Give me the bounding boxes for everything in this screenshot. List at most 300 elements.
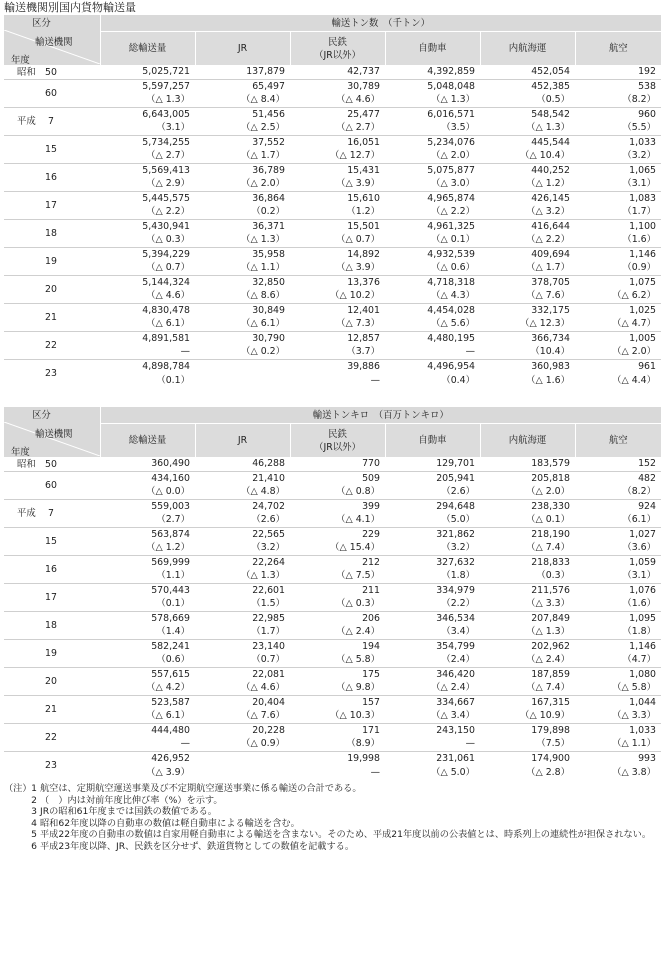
corner-kubun-label: 区分 <box>32 18 51 29</box>
value-cell: 205,941 <box>385 471 480 485</box>
corner-kikan-label: 輸送機関 <box>35 37 73 48</box>
value-cell: 179,898 <box>480 723 575 737</box>
value-cell: 482 <box>575 471 661 485</box>
value-cell: 167,315 <box>480 695 575 709</box>
value-cell: 5,025,721 <box>142 66 190 78</box>
pct-cell: （10.4） <box>530 346 570 358</box>
value-cell: 1,025 <box>575 303 661 317</box>
value-cell: 12,401 <box>290 303 385 317</box>
pct-cell: （△ 4.6） <box>336 94 380 106</box>
pct-row <box>4 681 661 695</box>
value-cell: 37,552 <box>195 135 290 149</box>
value-cell: 238,330 <box>480 499 575 513</box>
pct-cell: （△ 10.4） <box>520 150 570 162</box>
pct-cell: （△ 0.1） <box>526 514 570 526</box>
year-cell <box>4 303 100 331</box>
note-number: 5 <box>31 829 37 841</box>
pct-row <box>4 345 661 359</box>
table-row <box>4 79 661 93</box>
value-cell: 187,859 <box>480 667 575 681</box>
year-label: 22 <box>45 731 57 743</box>
value-cell: 1,005 <box>575 331 661 345</box>
pct-cell: （△ 5.8） <box>336 654 380 666</box>
value-cell: 36,864 <box>195 191 290 205</box>
year-label: 23 <box>45 759 57 771</box>
value-cell: 1,033 <box>575 135 661 149</box>
value-cell: 416,644 <box>480 219 575 233</box>
year-cell <box>4 247 100 275</box>
pct-cell: （3.2） <box>441 542 475 554</box>
year-label: 17 <box>45 199 57 211</box>
pct-cell: （5.5） <box>622 122 656 134</box>
value-cell: 4,496,954 <box>385 359 480 373</box>
pct-cell: （3.1） <box>622 570 656 582</box>
pct-cell: （3.2） <box>251 542 285 554</box>
value-cell: 23,140 <box>195 639 290 653</box>
pct-row <box>4 653 661 667</box>
note-item <box>4 818 661 830</box>
note-text: （ ）内は対前年度比伸び率（%）を示す。 <box>40 794 223 806</box>
column-header: 自動車 <box>385 32 480 65</box>
pct-cell: （8.2） <box>622 486 656 498</box>
pct-cell: （3.1） <box>156 122 190 134</box>
era-label: 昭和 <box>17 458 36 470</box>
pct-row <box>4 625 661 639</box>
pct-cell: — <box>180 738 190 750</box>
pct-cell: （1.7） <box>251 626 285 638</box>
value-cell: 4,932,539 <box>385 247 480 261</box>
value-cell: 30,790 <box>195 331 290 345</box>
pct-cell: （△ 6.1） <box>146 318 190 330</box>
pct-cell: （3.7） <box>346 346 380 358</box>
value-cell: 65,497 <box>195 79 290 93</box>
value-cell <box>195 359 290 373</box>
value-cell: 194 <box>290 639 385 653</box>
pct-cell: （△ 4.6） <box>241 682 285 694</box>
column-header: JR <box>195 32 290 65</box>
year-label: 19 <box>45 255 57 267</box>
value-cell: 4,830,478 <box>100 303 195 317</box>
pct-cell: （0.1） <box>156 374 190 386</box>
value-cell: 294,648 <box>385 499 480 513</box>
value-cell: 582,241 <box>100 639 195 653</box>
value-cell: 5,597,257 <box>100 79 195 93</box>
era-label: 昭和 <box>17 66 36 78</box>
value-cell: 1,100 <box>575 219 661 233</box>
pct-cell: （0.1） <box>156 598 190 610</box>
value-cell: 346,420 <box>385 667 480 681</box>
year-label: 7 <box>48 507 54 519</box>
year-label: 22 <box>45 339 57 351</box>
pct-cell: （0.5） <box>536 94 570 106</box>
value-cell: 5,569,413 <box>100 163 195 177</box>
pct-cell: （△ 0.0） <box>146 486 190 498</box>
value-cell: 42,737 <box>347 66 380 78</box>
value-cell: 563,874 <box>100 527 195 541</box>
value-cell: 39,886 <box>290 359 385 373</box>
value-cell: 212 <box>290 555 385 569</box>
table-row <box>4 303 661 317</box>
value-cell: 569,999 <box>100 555 195 569</box>
pct-cell: （1.2） <box>346 206 380 218</box>
pct-cell: （△ 2.9） <box>146 178 190 190</box>
pct-cell: （1.8） <box>622 626 656 638</box>
pct-cell: （1.7） <box>622 206 656 218</box>
table-row <box>4 611 661 625</box>
value-cell: 20,404 <box>195 695 290 709</box>
value-cell: 4,965,874 <box>385 191 480 205</box>
pct-cell: （△ 3.3） <box>526 598 570 610</box>
pct-cell: （△ 15.4） <box>330 542 380 554</box>
pct-cell: （△ 4.3） <box>431 290 475 302</box>
year-cell <box>4 65 100 79</box>
pct-cell: （6.1） <box>622 514 656 526</box>
year-cell <box>4 723 100 751</box>
pct-cell: （0.4） <box>441 374 475 386</box>
value-cell: 19,998 <box>290 751 385 765</box>
table-row <box>4 219 661 233</box>
pct-cell: （△ 4.1） <box>336 514 380 526</box>
pct-row <box>4 93 661 107</box>
year-cell <box>4 457 100 471</box>
value-cell: 4,718,318 <box>385 275 480 289</box>
era-label: 平成 <box>17 115 36 127</box>
pct-cell: （△ 2.4） <box>336 626 380 638</box>
value-cell: 22,081 <box>195 667 290 681</box>
column-header: JR <box>195 424 290 457</box>
pct-cell: （△ 4.2） <box>146 682 190 694</box>
pct-cell: — <box>180 346 190 358</box>
value-cell: 5,234,076 <box>385 135 480 149</box>
value-cell: 4,898,784 <box>100 359 195 373</box>
value-cell: 152 <box>638 458 656 470</box>
pct-cell: （△ 3.4） <box>431 710 475 722</box>
column-header: 内航海運 <box>480 424 575 457</box>
pct-cell: （0.2） <box>251 206 285 218</box>
notes-label: （注） <box>4 783 32 794</box>
year-cell <box>4 331 100 359</box>
pct-row <box>4 541 661 555</box>
pct-cell: （△ 3.0） <box>431 178 475 190</box>
column-header: 総輸送量 <box>100 424 195 457</box>
pct-cell: （7.5） <box>536 738 570 750</box>
value-cell: 51,456 <box>195 107 290 121</box>
pct-cell: （2.6） <box>251 514 285 526</box>
header-corner <box>4 407 100 457</box>
pct-cell: （1.4） <box>156 626 190 638</box>
year-cell <box>4 583 100 611</box>
value-cell: 409,694 <box>480 247 575 261</box>
pct-cell: （△ 1.3） <box>241 234 285 246</box>
pct-cell: （△ 8.6） <box>241 290 285 302</box>
note-number: 1 <box>31 783 37 794</box>
value-cell: 509 <box>290 471 385 485</box>
value-cell: 1,075 <box>575 275 661 289</box>
pct-cell: （△ 3.2） <box>526 206 570 218</box>
value-cell: 207,849 <box>480 611 575 625</box>
value-cell: 578,669 <box>100 611 195 625</box>
value-cell: 171 <box>290 723 385 737</box>
value-cell: 557,615 <box>100 667 195 681</box>
year-label: 50 <box>45 458 57 470</box>
value-cell: 211,576 <box>480 583 575 597</box>
value-cell: 444,480 <box>100 723 195 737</box>
pct-cell: （△ 7.5） <box>336 570 380 582</box>
corner-nendo-label: 年度 <box>11 447 30 458</box>
pct-cell: （△ 3.9） <box>336 262 380 274</box>
year-cell <box>4 163 100 191</box>
value-cell: 4,480,195 <box>385 331 480 345</box>
table-row <box>4 695 661 709</box>
value-cell: 205,818 <box>480 471 575 485</box>
value-cell: 15,610 <box>290 191 385 205</box>
tonnage-table <box>4 15 661 387</box>
value-cell: 440,252 <box>480 163 575 177</box>
value-cell: 321,862 <box>385 527 480 541</box>
column-header: 航空 <box>575 32 661 65</box>
corner-kubun-label: 区分 <box>32 410 51 421</box>
pct-cell: — <box>465 738 475 750</box>
value-cell: 22,601 <box>195 583 290 597</box>
value-cell: 6,643,005 <box>100 107 195 121</box>
year-cell <box>4 555 100 583</box>
pct-cell: （△ 4.7） <box>612 318 656 330</box>
pct-cell: （△ 2.2） <box>146 206 190 218</box>
value-cell: 426,952 <box>100 751 195 765</box>
pct-cell: — <box>465 346 475 358</box>
pct-cell: （△ 2.5） <box>241 122 285 134</box>
year-label: 19 <box>45 647 57 659</box>
value-cell: 5,445,575 <box>100 191 195 205</box>
pct-cell: （0.9） <box>622 262 656 274</box>
value-cell: 559,003 <box>100 499 195 513</box>
value-cell: 426,145 <box>480 191 575 205</box>
value-cell: 129,701 <box>436 458 475 470</box>
year-label: 60 <box>45 479 57 491</box>
pct-cell: （△ 6.1） <box>146 710 190 722</box>
year-label: 16 <box>45 171 57 183</box>
value-cell: 157 <box>290 695 385 709</box>
pct-cell: （△ 3.9） <box>146 766 190 778</box>
value-cell: 36,371 <box>195 219 290 233</box>
table-row <box>4 359 661 373</box>
pct-cell: （△ 10.9） <box>520 710 570 722</box>
value-cell: 16,051 <box>290 135 385 149</box>
note-text: JRの昭和61年度までは国鉄の数値である。 <box>40 806 217 818</box>
value-cell: 548,542 <box>480 107 575 121</box>
table-row <box>4 471 661 485</box>
pct-cell: （1.1） <box>156 570 190 582</box>
notes-label <box>4 795 28 807</box>
year-cell <box>4 191 100 219</box>
pct-cell: （8.9） <box>346 738 380 750</box>
table-row <box>4 163 661 177</box>
pct-row <box>4 597 661 611</box>
value-cell: 1,146 <box>575 247 661 261</box>
pct-cell: （0.6） <box>156 654 190 666</box>
year-cell <box>4 359 100 387</box>
value-cell: 174,900 <box>480 751 575 765</box>
pct-cell: （△ 1.7） <box>526 262 570 274</box>
pct-cell: （△ 3.9） <box>336 178 380 190</box>
pct-cell: （0.7） <box>251 654 285 666</box>
value-cell: 960 <box>575 107 661 121</box>
pct-cell: （5.0） <box>441 514 475 526</box>
pct-cell: （△ 0.3） <box>146 234 190 246</box>
value-cell: 202,962 <box>480 639 575 653</box>
table-row <box>4 583 661 597</box>
pct-cell: （8.2） <box>622 94 656 106</box>
note-item <box>4 829 661 841</box>
year-label: 21 <box>45 311 57 323</box>
pct-cell: （△ 8.4） <box>241 94 285 106</box>
pct-row <box>4 233 661 247</box>
value-cell: 1,076 <box>575 583 661 597</box>
value-cell: 46,288 <box>252 458 285 470</box>
pct-cell: （△ 5.6） <box>431 318 475 330</box>
pct-cell: （△ 0.8） <box>336 486 380 498</box>
value-cell: 211 <box>290 583 385 597</box>
pct-cell: （△ 3.3） <box>612 710 656 722</box>
value-cell: 452,385 <box>480 79 575 93</box>
pct-cell: （△ 6.1） <box>241 318 285 330</box>
note-item <box>4 795 661 807</box>
note-text: 平成22年度の自動車の数値は自家用軽自動車による輸送を含まない。そのため、平成21年度以前の公表値とは、時系列上の連続性が担保されない。 <box>40 829 652 841</box>
table-row <box>4 107 661 121</box>
value-cell: 137,879 <box>246 66 285 78</box>
column-header: 総輸送量 <box>100 32 195 65</box>
table-row <box>4 555 661 569</box>
value-cell: 14,892 <box>290 247 385 261</box>
value-cell: 366,734 <box>480 331 575 345</box>
table-row <box>4 65 661 79</box>
pct-row <box>4 205 661 219</box>
pct-cell: （△ 1.3） <box>431 94 475 106</box>
value-cell: 32,850 <box>195 275 290 289</box>
pct-row <box>4 261 661 275</box>
notes-section <box>4 783 661 853</box>
table-row <box>4 247 661 261</box>
pct-cell: （△ 2.2） <box>431 206 475 218</box>
table-row <box>4 191 661 205</box>
note-text: 平成23年度以降、JR、民鉄を区分せず、鉄道貨物としての数値を記載する。 <box>40 840 355 852</box>
value-cell: 770 <box>362 458 380 470</box>
value-cell: 22,565 <box>195 527 290 541</box>
value-cell: 334,667 <box>385 695 480 709</box>
pct-row <box>4 513 661 527</box>
value-cell: 36,789 <box>195 163 290 177</box>
year-label: 23 <box>45 367 57 379</box>
value-cell: 6,016,571 <box>385 107 480 121</box>
pct-cell: （△ 0.7） <box>336 234 380 246</box>
value-cell: 30,849 <box>195 303 290 317</box>
value-cell: 22,985 <box>195 611 290 625</box>
pct-cell: （△ 0.3） <box>336 598 380 610</box>
value-cell: 21,410 <box>195 471 290 485</box>
pct-cell: （△ 0.1） <box>431 234 475 246</box>
pct-cell: （△ 9.8） <box>336 682 380 694</box>
corner-nendo-label: 年度 <box>11 55 30 66</box>
pct-row <box>4 765 661 779</box>
pct-cell: （2.6） <box>441 486 475 498</box>
year-label: 15 <box>45 143 57 155</box>
value-cell: 206 <box>290 611 385 625</box>
value-cell: 924 <box>575 499 661 513</box>
year-cell <box>4 751 100 779</box>
pct-cell: （△ 1.1） <box>612 738 656 750</box>
value-cell: 5,048,048 <box>385 79 480 93</box>
value-cell: 20,228 <box>195 723 290 737</box>
pct-cell: （△ 2.4） <box>431 682 475 694</box>
pct-cell: （△ 12.3） <box>520 318 570 330</box>
table-row <box>4 723 661 737</box>
pct-cell: （△ 0.2） <box>241 346 285 358</box>
table-row <box>4 275 661 289</box>
value-cell: 1,083 <box>575 191 661 205</box>
value-cell: 5,430,941 <box>100 219 195 233</box>
page-title: 輸送機関別国内貨物輸送量 <box>4 1 136 14</box>
value-cell: 360,490 <box>151 458 190 470</box>
value-cell: 1,033 <box>575 723 661 737</box>
year-cell <box>4 79 100 107</box>
pct-cell: （△ 4.4） <box>612 374 656 386</box>
value-cell: 354,799 <box>385 639 480 653</box>
year-label: 7 <box>48 115 54 127</box>
table-row <box>4 135 661 149</box>
year-cell <box>4 639 100 667</box>
column-header: 航空 <box>575 424 661 457</box>
year-cell <box>4 499 100 527</box>
pct-cell: （△ 5.0） <box>431 766 475 778</box>
value-cell: 452,054 <box>531 66 570 78</box>
pct-row <box>4 569 661 583</box>
column-header: 自動車 <box>385 424 480 457</box>
pct-cell: （△ 7.4） <box>526 542 570 554</box>
header-corner <box>4 15 100 65</box>
value-cell: 523,587 <box>100 695 195 709</box>
year-cell <box>4 107 100 135</box>
pct-cell: （△ 2.4） <box>526 654 570 666</box>
value-cell: 24,702 <box>195 499 290 513</box>
note-number: 4 <box>31 817 37 829</box>
pct-cell: （△ 1.3） <box>526 122 570 134</box>
pct-cell: （△ 1.3） <box>146 94 190 106</box>
value-cell: 218,190 <box>480 527 575 541</box>
pct-cell: （2.2） <box>441 598 475 610</box>
pct-row <box>4 373 661 387</box>
pct-cell: （△ 5.8） <box>612 682 656 694</box>
value-cell: 5,144,324 <box>100 275 195 289</box>
pct-cell: （△ 10.2） <box>330 290 380 302</box>
value-cell: 183,579 <box>531 458 570 470</box>
tonkilo-table <box>4 407 661 779</box>
year-label: 20 <box>45 675 57 687</box>
pct-cell: （1.8） <box>441 570 475 582</box>
tables-container <box>4 15 661 779</box>
pct-cell: （△ 1.7） <box>241 150 285 162</box>
table-row <box>4 499 661 513</box>
pct-cell: （1.6） <box>622 234 656 246</box>
era-label: 平成 <box>17 507 36 519</box>
pct-cell: （1.6） <box>622 598 656 610</box>
column-header: 内航海運 <box>480 32 575 65</box>
pct-cell: （△ 2.0） <box>241 178 285 190</box>
value-cell: 1,065 <box>575 163 661 177</box>
pct-row <box>4 737 661 751</box>
table-row <box>4 667 661 681</box>
pct-cell: （△ 4.6） <box>146 290 190 302</box>
note-text: 航空は、定期航空運送事業及び不定期航空運送事業に係る輸送の合計である。 <box>40 783 362 794</box>
